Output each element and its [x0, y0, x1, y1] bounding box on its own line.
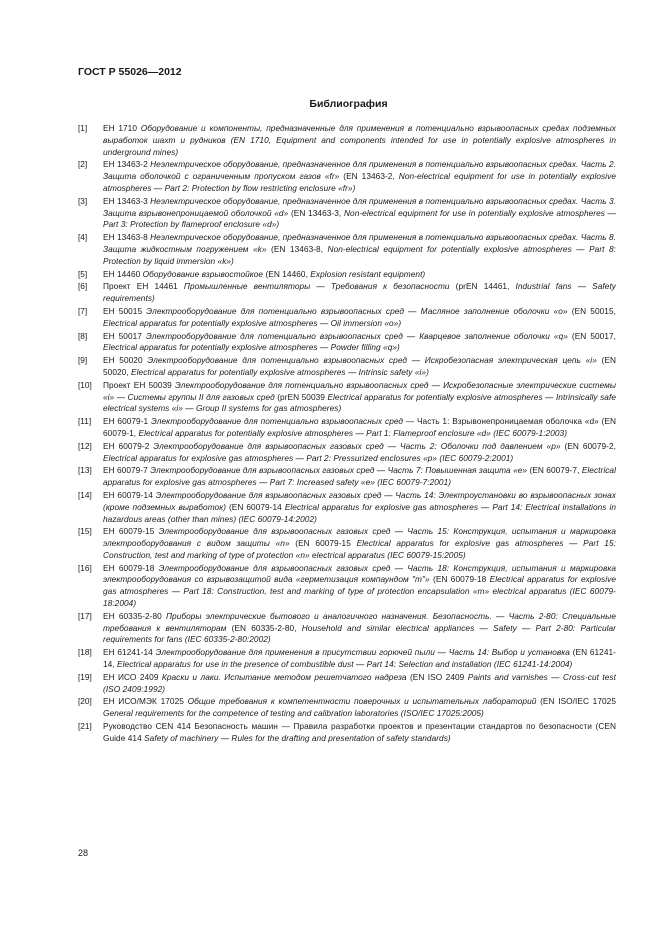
entry-title-italic: Неэлектрическое оборудование, предназначенное для применения в потенциально взрывоопасных средах. Часть 8. Защита жидкостным погружением «k» [103, 232, 616, 254]
entry-text [103, 380, 616, 415]
entry-title-italic: Non-electrical equipment for potentially explosive atmospheres — Part 8: Protection by liquid immersion «k») [103, 243, 616, 266]
entry-title-italic: Electrical apparatus for explosive gas atmospheres — Part 7: Increased safety «e» (IEC 60079-7:2001) [103, 465, 616, 488]
entry-number: [3] [78, 195, 88, 206]
entry-designation: ЕН 60079-14 [103, 489, 156, 500]
entry-designation: ЕН 13463-2 [103, 159, 151, 170]
entry-designation: (EN ISO/IEC 17025 [536, 696, 616, 707]
entry-title-italic: Electrical apparatus for potentially explosive atmospheres — Part 1: Flameproof enclosure «d» (IEC 60079-1:2003) [138, 427, 568, 438]
entry-text [103, 123, 616, 158]
entry-designation: ЕН 60335-2-80 [103, 610, 166, 621]
entry-title-italic: Explosion resistant equipment) [310, 268, 426, 279]
entry-title-italic: Electrical apparatus for explosive gas atmospheres — Part 14: Electrical installations in hazardous areas (other than mines) (IEC 60079-14:2002) [103, 501, 616, 524]
entry-text [103, 331, 616, 355]
entry-designation: Проект ЕН 50039 [103, 379, 175, 390]
bibliography-entry [78, 672, 616, 696]
entry-title-italic: Электрооборудование для потенциально взрывоопасных сред — Масляное заполнение оболочки «o» [146, 305, 568, 316]
entry-number: [19] [78, 671, 92, 682]
bibliography-entry [78, 306, 616, 330]
bibliography-entry [78, 647, 616, 671]
entry-title-italic: Electrical apparatus for potentially explosive atmospheres — Powder filling «q») [103, 342, 400, 353]
entry-designation: (EN 60079-2, [560, 440, 617, 451]
entry-title-italic: Electrical apparatus for potentially explosive atmospheres — Intrinsically safe electrical systems «i» — Group II systems for gas atmospheres) [103, 391, 616, 414]
entry-title-italic: Electrical apparatus for explosive gas atmospheres — Part 15: Construction, test and marking of type of protection «n» electrical apparatus (IEC 60079-15:2005) [103, 538, 616, 560]
entry-designation: ЕН ИСО/МЭК 17025 [103, 696, 188, 707]
entry-text [103, 196, 616, 231]
entry-designation: (EN 50015, [567, 305, 616, 316]
entry-title-italic: Краски и лаки. Испытание методом решетчатого надреза [161, 671, 407, 682]
entry-title-italic: Non-electrical equipment for use in potentially explosive atmospheres — Part 2: Protection by flow restricting enclosure «fr») [103, 171, 616, 193]
entry-number: [21] [78, 721, 92, 732]
entry-designation: ЕН ИСО 2409 [103, 671, 162, 682]
entry-number: [9] [78, 355, 88, 366]
bibliography-entry [78, 696, 616, 720]
bibliography-entry [78, 355, 616, 379]
bibliography-list [78, 123, 616, 746]
entry-number: [11] [78, 416, 92, 427]
entry-designation: (EN 60079-18 [429, 574, 490, 585]
entry-title-italic: Электрооборудование для потенциально взрывоопасных сред — Искробезопасная электрическая цепь «i» [147, 355, 597, 366]
entry-text [103, 647, 616, 671]
entry-text [103, 306, 616, 330]
entry-designation: ЕН 13463-8 [103, 232, 151, 243]
bibliography-entry [78, 416, 616, 440]
entry-title-italic: Оборудование взрывостойкое [142, 268, 264, 279]
entry-title-italic: Paints and varnishes — Cross-cut test (ISO 2409:1992) [103, 671, 616, 694]
bibliography-entry [78, 380, 616, 415]
entry-text [103, 416, 616, 440]
entry-text [103, 465, 616, 489]
bibliography-entry [78, 159, 616, 194]
entry-number: [20] [78, 696, 92, 707]
bibliography-entry [78, 123, 616, 158]
entry-number: [15] [78, 526, 92, 537]
bibliography-entry [78, 269, 616, 281]
entry-title-italic: General requirements for the competence of testing and calibration laboratories (ISO/IEC 17025:2005) [103, 708, 484, 719]
entry-designation: ЕН 60079-2 [103, 440, 154, 451]
entry-designation: ЕН 13463-3 [103, 195, 151, 206]
entry-designation: (EN 13463-3, [288, 207, 344, 218]
entry-text [103, 232, 616, 267]
entry-designation: Проект ЕН 14461 [103, 281, 184, 292]
entry-text [103, 269, 616, 281]
entry-number: [1] [78, 123, 88, 133]
entry-designation: (EN ISO 2409 [406, 671, 468, 682]
entry-designation: (EN 61241-14, [103, 647, 616, 670]
entry-number: [7] [78, 305, 88, 316]
bibliography-entry [78, 331, 616, 355]
entry-number: [8] [78, 330, 88, 341]
entry-designation: ЕН 14460 [103, 268, 143, 279]
entry-designation: (EN 50017, [567, 330, 616, 341]
entry-text [103, 281, 616, 305]
bibliography-entry [78, 721, 616, 745]
entry-designation: Руководство CEN 414 Безопасность машин — Правила разработки проектов и презентации стандартов по безопасности (CEN Guide 414 [103, 721, 616, 743]
entry-text [103, 526, 616, 561]
document-header: ГОСТ Р 55026—2012 [78, 66, 182, 78]
entry-designation: ЕН 60079-1 [103, 416, 151, 427]
entry-text [103, 490, 616, 525]
entry-title-italic: Electrical apparatus for potentially explosive atmospheres — Oil immersion «o») [103, 317, 402, 328]
bibliography-entry [78, 281, 616, 305]
entry-text [103, 721, 616, 745]
bibliography-entry [78, 526, 616, 561]
entry-designation: ЕН 50017 [103, 330, 146, 341]
bibliography-entry [78, 196, 616, 231]
entry-text [103, 672, 616, 696]
entry-title-italic: Неэлектрическое оборудование, предназначенное для применения в потенциально взрывоопасных средах. Часть 3. Защита взрывонепроницаемой оболочкой «d» [103, 195, 616, 218]
entry-title-italic: Электрооборудование для взрывоопасных газовых сред — Часть 2: Оболочки под давлением «p» [153, 440, 561, 451]
entry-title-italic: Household and similar electrical appliances — Safety — Part 2-80: Particular requirements for fans (IEC 60335-2-80:2002) [103, 622, 616, 645]
entry-number: [16] [78, 562, 92, 573]
entry-title-italic: Safety of machinery — Rules for the drafting and presentation of safety standards) [144, 732, 451, 743]
entry-designation: ЕН 60079-18 [103, 562, 159, 573]
entry-number: [10] [78, 379, 92, 390]
entry-text [103, 159, 616, 194]
entry-number: [18] [78, 647, 92, 658]
entry-title-italic: Электрооборудование для взрывоопасных газовых сред — Часть 14: Электроустановки во взрывоопасных зонах (кроме подземных выработок) [103, 489, 616, 512]
entry-designation: ЕН 61241-14 [103, 647, 156, 658]
entry-designation: ЕН 1710 [103, 123, 141, 133]
entry-designation: (EN 60335-2-80, [226, 622, 302, 633]
entry-text [103, 563, 616, 610]
entry-title-italic: Non-electrical equipment for use in potentially explosive atmospheres — Part 3: Protection by flameproof enclosure «d») [103, 207, 616, 230]
entry-title-italic: Электрооборудование для взрывоопасных газовых сред — Часть 7: Повышенная защита «e» [150, 465, 528, 476]
entry-designation: (EN 13463-8, [266, 243, 328, 254]
bibliography-entry [78, 490, 616, 525]
entry-number: [12] [78, 440, 92, 451]
entry-designation: — Часть 1: Взрывонепроницаемая оболочка «d» (EN 60079-1, [103, 416, 616, 438]
bibliography-entry [78, 465, 616, 489]
entry-title-italic: Электрооборудование для взрывоопасных газовых сред — Часть 15: Конструкция, испытания и маркировка электрооборудования с видом защиты «n» [103, 526, 616, 549]
entry-number: [14] [78, 489, 92, 500]
entry-title-italic: Electrical apparatus for potentially explosive atmospheres — Intrinsic safety «i») [131, 366, 429, 377]
entry-designation: ЕН 60079-7 [103, 465, 151, 476]
entry-title-italic: Общие требования к компетентности поверочных и испытательных лабораторий [187, 696, 537, 707]
entry-designation: (EN 13463-2, [339, 171, 399, 182]
entry-title-italic: Промышленные вентиляторы — Требования к безопасности [183, 281, 450, 292]
entry-text [103, 696, 616, 720]
entry-title-italic: Электрооборудование для взрывоопасных газовых сред — Часть 18: Конструкция, испытания и маркировка электрооборудования со взрывозащитой вида «герметизация компаундом "m"» [103, 562, 616, 585]
page-number: 28 [78, 848, 89, 858]
entry-title-italic: Электрооборудование для применения в присутствии горючей пыли — Часть 14: Выбор и установка [155, 647, 570, 658]
bibliography-entry [78, 232, 616, 267]
entry-designation: (EN 60079-14 [226, 501, 285, 512]
entry-number: [2] [78, 159, 88, 170]
entry-title-italic: Electrical apparatus for explosive gas atmospheres — Part 18: Construction, test and marking of type of protection encapsulation «m» electrical apparatus (IEC 60079-18:2004) [103, 574, 617, 609]
entry-number: [13] [78, 465, 92, 476]
entry-number: [4] [78, 232, 88, 243]
entry-designation: (EN 50020, [103, 355, 616, 377]
entry-text [103, 611, 616, 646]
entry-designation: ЕН 50015 [103, 305, 147, 316]
entry-title-italic: Electrical apparatus for explosive gas atmospheres — Part 2: Pressurized enclosures «p» (IEC 60079-2:2001) [103, 452, 514, 463]
entry-title-italic: Неэлектрическое оборудование, предназначенное для применения в потенциально взрывоопасных средах. Часть 2. Защита оболочкой с ограниченным пропуском газов «fr» [103, 159, 616, 182]
entry-designation: (EN 60079-7, [527, 465, 582, 476]
entry-title-italic: Electrical apparatus for use in the presence of combustible dust — Part 14: Selection and installation (IEC 61241-14:2004) [117, 659, 573, 670]
entry-title-italic: Приборы электрические бытового и аналогичного назначения. Безопасность. — Часть 2-80: Специальные требования к вентиляторам [103, 610, 616, 633]
entry-number: [6] [78, 281, 88, 292]
entry-number: [5] [78, 268, 88, 279]
bibliography-entry [78, 563, 616, 610]
section-title: Библиография [309, 98, 388, 110]
entry-title-italic: Industrial fans — Safety requirements) [103, 281, 617, 304]
entry-designation: (EN 14460, [263, 268, 311, 279]
entry-number: [17] [78, 610, 92, 621]
entry-text [103, 441, 616, 465]
entry-designation: ЕН 50020 [103, 355, 148, 366]
bibliography-entry [78, 611, 616, 646]
entry-text [103, 355, 616, 379]
bibliography-entry [78, 441, 616, 465]
entry-designation: (prEN 14461, [449, 281, 516, 292]
entry-title-italic: Электрооборудование для потенциально взрывоопасных сред — Искробезопасные электрические системы «i» — Системы группы II для газовых сред [103, 379, 616, 402]
entry-designation: (prEN 50039 [274, 391, 328, 402]
entry-designation: ЕН 60079-15 [103, 526, 159, 537]
entry-designation: (EN 60079-15 [289, 538, 357, 549]
entry-title-italic: Электрооборудование для потенциально взрывоопасных сред — Кварцевое заполнение оболочки «q» [145, 330, 568, 341]
entry-title-italic: Электрооборудование для потенциально взрывоопасных сред [150, 416, 404, 427]
entry-title-italic: Оборудование и компоненты, предназначенные для применения в потенциально взрывоопасных средах подземных выработок шахт и рудников (EN 1710, Equipment and components intended for use in potentially explosive atmospheres in underground mines) [103, 123, 616, 157]
